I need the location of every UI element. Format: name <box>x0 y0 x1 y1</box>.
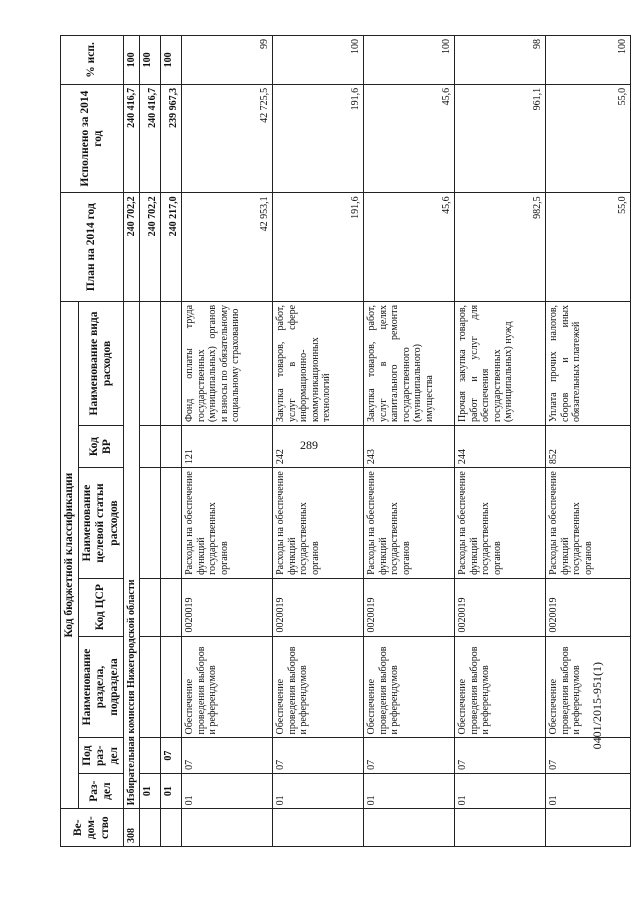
cell-razdel-name: Обеспечение проведения выборов и референдумов <box>273 636 364 738</box>
cell-razdel: 01 <box>273 773 364 808</box>
cell-plan: 45,6 <box>364 193 455 302</box>
header-done: Исполнено за 2014 год <box>61 84 124 193</box>
cell-pct: 100 <box>140 36 161 85</box>
cell-podrazdel: 07 <box>546 738 631 773</box>
cell-pct: 100 <box>273 36 364 85</box>
page-number: 289 <box>300 438 318 452</box>
cell-razdel: 01 <box>182 773 273 808</box>
header-podrazdel: Под раз-дел <box>79 738 124 773</box>
table-row <box>182 36 273 847</box>
summary-row-ministry <box>123 36 140 847</box>
table-row <box>546 36 631 847</box>
cell-csr-name: Расходы на обеспечение функций государственных органов <box>273 468 364 579</box>
cell-done: 42 725,5 <box>182 84 273 193</box>
cell-ministry-name: Избирательная комиссия Нижегородской области <box>123 301 140 808</box>
header-razdel: Раз-дел <box>79 773 124 808</box>
cell-plan: 240 702,2 <box>140 193 161 302</box>
header-group: Код бюджетной классификации <box>61 301 79 808</box>
table-row <box>364 36 455 847</box>
cell-vr: 242 <box>273 426 364 468</box>
cell-csr-name: Расходы на обеспечение функций государственных органов <box>546 468 631 579</box>
cell-csr-name: Расходы на обеспечение функций государственных органов <box>455 468 546 579</box>
cell-done: 240 416,7 <box>140 84 161 193</box>
cell-razdel: 01 <box>161 773 182 808</box>
header-razdel-name: Наименование раздела, подраздела <box>79 636 124 738</box>
cell-plan: 191,6 <box>273 193 364 302</box>
document-code: 0401/2015-951(1) <box>590 662 604 750</box>
cell-done: 55,0 <box>546 84 631 193</box>
cell-pct: 100 <box>546 36 631 85</box>
cell-csr-name: Расходы на обеспечение функций государственных органов <box>182 468 273 579</box>
cell-podrazdel: 07 <box>364 738 455 773</box>
cell-done: 240 416,7 <box>123 84 140 193</box>
summary-row-podrazdel <box>161 36 182 847</box>
cell-pct: 100 <box>364 36 455 85</box>
cell-razdel: 01 <box>455 773 546 808</box>
table-row <box>273 36 364 847</box>
cell-plan: 982,5 <box>455 193 546 302</box>
header-pct: % исп. <box>61 36 124 85</box>
header-vedomstvo: Ве-дом-ство <box>61 809 124 847</box>
cell-ved: 308 <box>123 809 140 847</box>
header-vr-name: Наименование вида расходов <box>79 301 124 425</box>
cell-done: 239 967,3 <box>161 84 182 193</box>
cell-pct: 99 <box>182 36 273 85</box>
header-vr: Код ВР <box>79 426 124 468</box>
cell-plan: 55,0 <box>546 193 631 302</box>
header-plan: План на 2014 год <box>61 193 124 302</box>
budget-table <box>60 35 631 847</box>
cell-razdel-name: Обеспечение проведения выборов и референдумов <box>182 636 273 738</box>
cell-podrazdel: 07 <box>182 738 273 773</box>
cell-plan: 240 702,2 <box>123 193 140 302</box>
cell-csr: 0020019 <box>546 578 631 636</box>
cell-done: 191,6 <box>273 84 364 193</box>
cell-razdel-name: Обеспечение проведения выборов и референдумов <box>455 636 546 738</box>
cell-podrazdel: 07 <box>161 738 182 773</box>
cell-done: 961,1 <box>455 84 546 193</box>
cell-vr: 244 <box>455 426 546 468</box>
cell-razdel-name: Обеспечение проведения выборов и референдумов <box>364 636 455 738</box>
header-csr-name: Наименование целевой статьи расходов <box>79 468 124 579</box>
summary-row-razdel <box>140 36 161 847</box>
cell-razdel: 01 <box>140 773 161 808</box>
cell-razdel: 01 <box>364 773 455 808</box>
cell-vr: 121 <box>182 426 273 468</box>
cell-csr-name: Расходы на обеспечение функций государственных органов <box>364 468 455 579</box>
table-row <box>455 36 546 847</box>
cell-vr: 243 <box>364 426 455 468</box>
cell-pct: 100 <box>123 36 140 85</box>
cell-podrazdel: 07 <box>455 738 546 773</box>
cell-podrazdel: 07 <box>273 738 364 773</box>
cell-vr: 852 <box>546 426 631 468</box>
cell-csr: 0020019 <box>364 578 455 636</box>
header-csr: Код ЦСР <box>79 578 124 636</box>
cell-vr-name: Закупка товаров, работ, услуг в целях капитального ремонта государственного (муниципального) имущества <box>364 301 455 425</box>
cell-pct: 100 <box>161 36 182 85</box>
cell-vr-name: Фонд оплаты труда государственных (муниципальных) органов и взносы по обязательному социальному страхованию <box>182 301 273 425</box>
cell-vr-name: Прочая закупка товаров, работ и услуг для обеспечения государственных (муниципальных) нужд <box>455 301 546 425</box>
cell-pct: 98 <box>455 36 546 85</box>
cell-plan: 240 217,0 <box>161 193 182 302</box>
cell-csr: 0020019 <box>273 578 364 636</box>
cell-vr-name: Закупка товаров, работ, услуг в сфере информационно-коммуникационных технологий <box>273 301 364 425</box>
cell-vr-name: Уплата прочих налогов, сборов и иных обязательных платежей <box>546 301 631 425</box>
cell-plan: 42 953,1 <box>182 193 273 302</box>
cell-done: 45,6 <box>364 84 455 193</box>
cell-razdel: 01 <box>546 773 631 808</box>
cell-csr: 0020019 <box>182 578 273 636</box>
cell-csr: 0020019 <box>455 578 546 636</box>
cell-razdel-name: Обеспечение проведения выборов и референдумов <box>546 636 631 738</box>
